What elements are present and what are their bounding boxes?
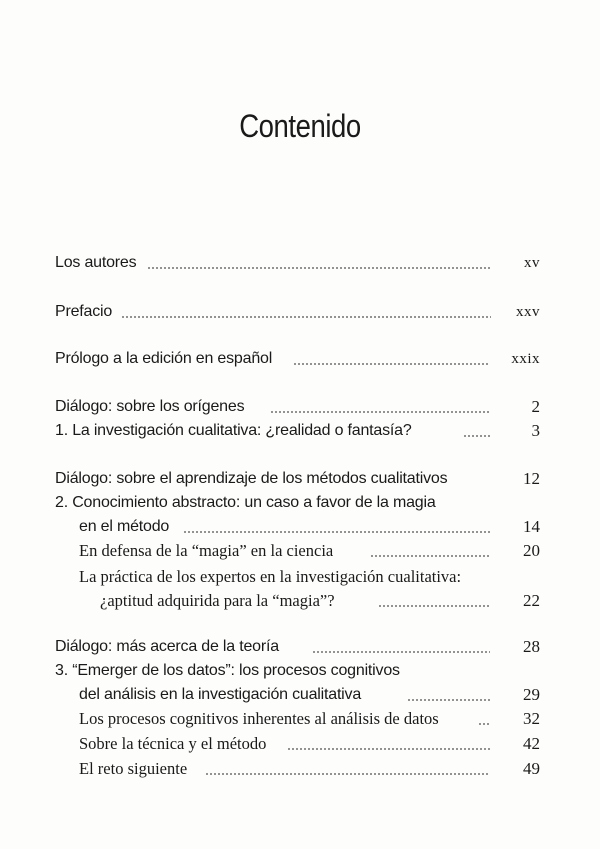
- toc-entry-text: del análisis en la investigación cualitativa: [79, 686, 362, 703]
- toc-entry-text: Prefacio: [55, 303, 113, 320]
- toc-entry: [0, 299, 600, 325]
- toc-entry: [0, 706, 600, 732]
- toc-entry: [0, 658, 600, 684]
- dot-leader: [478, 723, 490, 725]
- toc-entry: [0, 756, 600, 782]
- toc-entry-text: ¿aptitud adquirida para la “magia”?: [100, 591, 335, 610]
- dot-leader: [183, 531, 490, 533]
- toc-entry: [0, 682, 600, 708]
- dot-leader: [293, 363, 490, 365]
- toc-entry-text: Prólogo a la edición en español: [55, 350, 273, 367]
- dot-leader: [407, 699, 490, 701]
- toc-entry-page: 12: [523, 469, 540, 488]
- toc-entry-text: Los autores: [55, 254, 137, 271]
- dot-leader: [121, 316, 491, 318]
- toc-entry: [0, 731, 600, 757]
- dot-leader: [378, 605, 490, 607]
- toc-entry-text: La práctica de los expertos en la investigación cualitativa:: [79, 567, 462, 586]
- toc-entry-page: 29: [523, 685, 540, 704]
- dot-leader: [370, 555, 490, 557]
- toc-entry-page: 49: [523, 759, 540, 778]
- toc-entry: [0, 564, 600, 590]
- toc-entry-page: xxv: [516, 304, 540, 320]
- toc-entry: [0, 394, 600, 420]
- toc-entry-text: 3. “Emerger de los datos”: los procesos cognitivos: [55, 662, 400, 679]
- toc-entry-text: Diálogo: sobre los orígenes: [55, 398, 245, 415]
- toc-entry: [0, 514, 600, 540]
- dot-leader: [463, 435, 490, 437]
- toc-entry-text: El reto siguiente: [79, 759, 188, 778]
- toc-entry: [0, 250, 600, 276]
- toc-entry-text: 2. Conocimiento abstracto: un caso a favor de la magia: [55, 494, 436, 511]
- toc-entry-page: xv: [524, 255, 540, 271]
- toc-entry-page: 42: [523, 734, 540, 753]
- toc-entry-page: xxix: [511, 351, 540, 367]
- dot-leader: [312, 651, 490, 653]
- toc-entry-text: Los procesos cognitivos inherentes al análisis de datos: [79, 709, 439, 728]
- toc-entry-text: Sobre la técnica y el método: [79, 734, 267, 753]
- toc-entry: [0, 588, 600, 614]
- dot-leader: [270, 411, 490, 413]
- toc-entry-page: 28: [523, 637, 540, 656]
- page-title: Contenido: [239, 108, 361, 144]
- toc-entry-page: 2: [531, 397, 540, 416]
- toc-entry-page: 32: [523, 709, 540, 728]
- toc-entry-text: En defensa de la “magia” en la ciencia: [79, 541, 334, 560]
- toc-entry: [0, 634, 600, 660]
- toc-entry: [0, 466, 600, 492]
- dot-leader: [147, 267, 490, 269]
- toc-entry-text: Diálogo: sobre el aprendizaje de los métodos cualitativos: [55, 470, 448, 487]
- toc-entry-text: en el método: [79, 518, 170, 535]
- toc-entry-text: Diálogo: más acerca de la teoría: [55, 638, 279, 655]
- toc-entry-text: 1. La investigación cualitativa: ¿realidad o fantasía?: [55, 422, 412, 439]
- toc-entry: [0, 418, 600, 444]
- dot-leader: [205, 773, 490, 775]
- toc-entry-page: 14: [523, 517, 540, 536]
- toc-entry-page: 3: [531, 421, 540, 440]
- toc-entry-page: 20: [523, 541, 540, 560]
- toc-entry: [0, 538, 600, 564]
- toc-entry: [0, 346, 600, 372]
- toc-entry-page: 22: [523, 591, 540, 610]
- toc-entry: [0, 490, 600, 516]
- dot-leader: [287, 748, 490, 750]
